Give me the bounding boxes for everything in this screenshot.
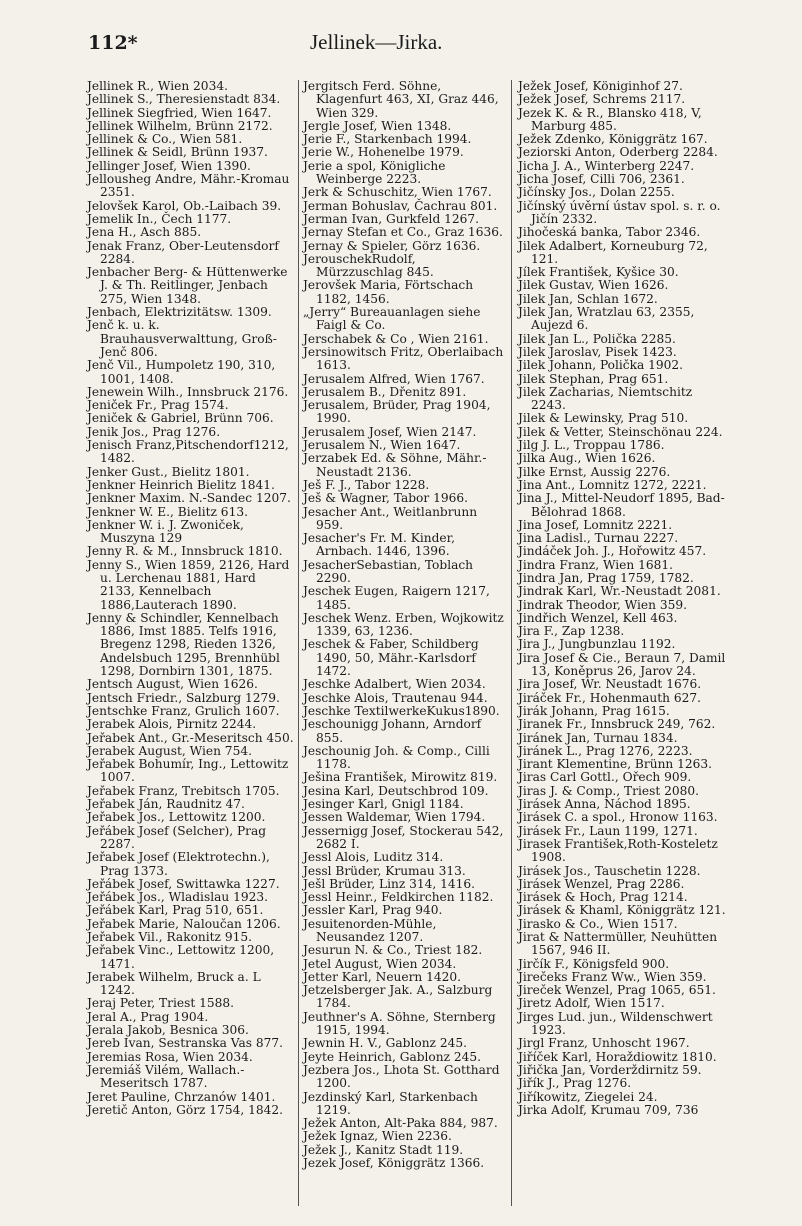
directory-entry: Jernay Stefan et Co., Graz 1636. [303,225,503,240]
directory-entry: JesacherSebastian, Toblach 2290. [303,557,474,585]
directory-entry: Jenč Vil., Humpoletz 190, 310, 1001, 1408. [87,358,276,386]
directory-entry: Ježek Zdenko, Königgrätz 167. [518,132,708,147]
directory-entry: Jičínský úvěrní ústav spol. s. r. o. Jičín 2332. [518,198,721,226]
directory-entry: Jirasko & Co., Wien 1517. [518,916,678,931]
directory-entry: Ješina František, Mirowitz 819. [303,770,498,785]
directory-entry: Jeschounigg Johann, Arndorf 855. [303,717,482,745]
directory-entry: Jeřabek Marie, Naloučan 1206. [87,916,281,931]
directory-column-3 [518,80,730,1117]
directory-entry: Ješ F. J., Tabor 1228. [303,477,430,492]
directory-entry: Jergle Josef, Wien 1348. [303,118,452,133]
directory-entry: Ježek Anton, Alt-Paka 884, 987. [303,1116,498,1131]
directory-entry: Jeschke TextilwerkeKukus1890. [303,703,500,718]
directory-entry: Jeřabek Ant., Gr.-Meseritsch 450. [87,730,294,745]
directory-entry: Jersinowitsch Fritz, Oberlaibach 1613. [303,344,504,373]
directory-entry: Jilek Johann, Polička 1902. [518,358,684,373]
directory-entry: Jerzabek Ed. & Söhne, Mähr.-Neustadt 2136. [303,451,487,479]
directory-entry: Jenny R. & M., Innsbruck 1810. [87,544,283,559]
directory-entry: Jezbera Jos., Lhota St. Gotthard 1200. [303,1062,500,1091]
column-divider [298,80,299,1206]
directory-entry: Jetter Karl, Neuern 1420. [303,969,462,984]
directory-entry: Jilek & Lewinsky, Prag 510. [518,411,689,426]
directory-entry: Jilek & Vetter, Steinschönau 224. [518,424,723,439]
directory-entry: Jellinger Josef, Wien 1390. [87,158,251,173]
directory-entry: Jirgl Franz, Unhoscht 1967. [518,1036,690,1051]
directory-entry: Jeřabek Bohumír, Ing., Lettowitz 1007. [87,757,289,785]
directory-entry: Jenny & Schindler, Kennelbach 1886, Imst 1885. Telfs 1916, Bregenz 1298, Rieden 1326, Andelsbuch 1295, Brennhübl 1298, Dornbirn 1301, 1875. [87,610,280,679]
directory-entry: Jeřabek Vil., Rakonitz 915. [87,930,252,944]
directory-entry: Jirásek Fr., Laun 1199, 1271. [518,823,698,838]
directory-entry: Jessen Waldemar, Wien 1794. [303,810,486,825]
directory-entry: Jetel August, Wien 2034. [303,956,457,971]
directory-entry: Jirant Klementine, Brünn 1263. [518,757,713,772]
directory-entry: Jesuitenorden-Mühle, Neusandez 1207. [303,916,437,944]
directory-entry: Jireček Wenzel, Prag 1065, 651. [518,983,716,998]
directory-entry: Ješl Brüder, Linz 314, 1416. [303,876,476,891]
directory-entry: Jeřábek Josef, Swittawka 1227. [87,876,280,891]
directory-entry: Jeschounig Joh. & Comp., Cilli 1178. [303,743,490,772]
directory-entry: Jirásek & Hoch, Prag 1214. [518,890,688,905]
directory-entry: Jeřábek Jos., Wladislau 1923. [87,890,268,905]
directory-entry: Jindra Jan, Prag 1759, 1782. [518,570,694,585]
directory-entry: Jira Josef, Wr. Neustadt 1676. [518,677,702,692]
column-divider [511,80,512,1206]
directory-entry: Jirka Adolf, Krumau 709, 736 [518,1102,699,1117]
directory-entry: Jilek Adalbert, Korneuburg 72, 121. [518,238,708,266]
directory-entry: Jirat & Nattermüller, Neuhütten 1567, 946 II. [518,930,718,958]
directory-entry: Jelovšek Karol, Ob.-Laibach 39. [87,198,282,213]
directory-entry: Jeřábek Josef (Selcher), Prag 2287. [87,823,267,851]
directory-column-1 [87,80,294,1117]
directory-entry: Jenbach, Elektrizitätsw. 1309. [87,305,272,320]
directory-entry: Jenak Franz, Ober-Leutensdorf 2284. [87,238,279,266]
directory-entry: Jenewein Wilh., Innsbruck 2176. [87,384,289,399]
directory-entry: Jessl Heinr., Feldkirchen 1182. [303,890,494,905]
directory-entry: Jilke Ernst, Aussig 2276. [518,464,671,479]
directory-entry: Jilek Jan L., Polička 2285. [518,331,676,346]
directory-entry: Jerusalem N., Wien 1647. [303,438,461,453]
directory-entry: Jerie W., Hohenelbe 1979. [303,145,464,160]
directory-entry: Jellinek & Seidl, Brünn 1937. [87,145,268,160]
directory-entry: Jenkner Heinrich Bielitz 1841. [87,477,275,492]
directory-entry: Jira Josef & Cie., Beraun 7, Damil 13, Koněprus 26, Jarov 24. [518,650,726,679]
directory-entry: Jerala Jakob, Besnica 306. [87,1023,249,1038]
directory-entry: Jeřabek Ján, Raudnitz 47. [87,797,245,812]
directory-entry: Jindra Franz, Wien 1681. [518,557,674,572]
directory-entry: Jirásek Wenzel, Prag 2286. [518,876,685,891]
directory-entry: Jellinek R., Wien 2034. [87,79,228,93]
directory-entry: Jentschke Franz, Grulich 1607. [87,703,280,718]
directory-entry: Jihočeská banka, Tabor 2346. [518,225,701,240]
directory-entry: Jilek Zacharias, Niemtschitz 2243. [518,384,693,413]
directory-entry: Jesacher's Fr. M. Kinder, Arnbach. 1446, 1396. [303,531,455,559]
directory-entry: Jereb Ivan, Sestranska Vas 877. [87,1036,284,1051]
directory-entry: Jerusalem, Brüder, Prag 1904, 1990. [303,398,491,426]
directory-entry: Jiříkowitz, Ziegelei 24. [518,1089,658,1104]
directory-entry: Jerk & Schuschitz, Wien 1767. [303,185,492,200]
directory-entry: Jerabek August, Wien 754. [87,743,252,758]
directory-entry: Jewnin H. V., Gablonz 245. [303,1036,467,1051]
directory-entry: Jirásek C. a spol., Hronow 1163. [518,810,718,825]
directory-entry: Jenkner W. E., Bielitz 613. [87,504,248,519]
directory-entry: Jeniček Fr., Prag 1574. [87,398,229,413]
directory-entry: Ježek J., Kanitz Stadt 119. [303,1142,464,1157]
directory-entry: Jirasek František,Roth-Kosteletz 1908. [518,836,718,865]
directory-entry: Jerusalem Alfred, Wien 1767. [303,371,485,386]
directory-entry: Jerman Bohuslav, Čachrau 801. [303,198,498,213]
directory-entry: Jeřabek Josef (Elektrotechn.), Prag 1373. [87,850,270,878]
directory-entry: Jiretz Adolf, Wien 1517. [518,996,665,1011]
directory-entry: Jeschek Eugen, Raigern 1217, 1485. [303,584,490,612]
directory-entry: Jiříček Karl, Horaždiowitz 1810. [518,1049,717,1064]
directory-entry: Jeret Pauline, Chrzanów 1401. [87,1089,276,1104]
directory-entry: Jeschke Adalbert, Wien 2034. [303,677,486,692]
directory-entry: Jenč k. u. k. Brauhausverwalttung, Groß-Jenč 806. [87,318,277,359]
directory-entry: Jina Ladisl., Turnau 2227. [518,531,679,546]
directory-entry: Jilek Gustav, Wien 1626. [518,278,669,293]
directory-entry: JerouschekRudolf, Mürzzuschlag 845. [303,251,434,280]
directory-entry: Jina Ant., Lomnitz 1272, 2221. [518,477,707,492]
directory-entry: Jira F., Zap 1238. [518,624,625,639]
directory-entry: Jilek Jan, Schlan 1672. [518,291,658,306]
directory-entry: Jeniček & Gabriel, Brünn 706. [87,411,274,426]
directory-entry: Jindrak Karl, Wr.-Neustadt 2081. [518,584,721,599]
directory-entry: Jessernigg Josef, Stockerau 542, 2682 I. [303,823,504,851]
directory-entry: „Jerry“ Bureauanlagen siehe Faigl & Co. [303,305,481,333]
directory-entry: Jesacher Ant., Weitlanbrunn 959. [303,504,478,532]
directory-entry: Jezek Josef, Königgrätz 1366. [303,1156,485,1171]
directory-entry: Jiránek Jan, Turnau 1834. [518,730,678,745]
directory-entry: Jičínsky Jos., Dolan 2255. [518,185,675,200]
directory-entry: Jenny S., Wien 1859, 2126, Hard u. Lerchenau 1881, Hard 2133, Kennelbach 1886,Lauterach 1890. [87,557,290,612]
directory-entry: Jezdinský Karl, Starkenbach 1219. [303,1089,478,1117]
directory-entry: Jindrak Theodor, Wien 359. [518,597,687,612]
directory-entry: Jena H., Asch 885. [87,225,202,240]
directory-entry: Jilka Aug., Wien 1626. [518,451,656,466]
directory-entry: Jeřabek Franz, Trebitsch 1705. [87,783,280,798]
directory-entry: Jenker Gust., Bielitz 1801. [87,464,250,479]
directory-entry: Jeretič Anton, Görz 1754, 1842. [87,1102,283,1117]
directory-entry: Jiřička Jan, Vorderždirnitz 59. [518,1062,702,1077]
directory-entry: Jeyte Heinrich, Gablonz 245. [303,1049,482,1064]
directory-entry: Jesurun N. & Co., Triest 182. [303,943,483,958]
directory-entry: Ježek Josef, Schrems 2117. [518,92,686,107]
directory-entry: Jergitsch Ferd. Söhne, Klagenfurt 463, XI, Graz 446, Wien 329. [303,79,499,120]
directory-entry: Jeremiáš Vilém, Wallach.-Meseritsch 1787. [87,1062,245,1091]
directory-entry: Jilg J. L., Troppau 1786. [518,438,665,453]
directory-entry: Ježek Josef, Königinhof 27. [518,79,683,93]
directory-entry: Jessl Alois, Luditz 314. [303,850,444,865]
directory-entry: Jerusalem B., Dřenitz 891. [303,384,467,399]
directory-entry: Jenbacher Berg- & Hüttenwerke J. & Th. Reitlinger, Jenbach 275, Wien 1348. [87,265,288,306]
directory-entry: Jiřík J., Prag 1276. [518,1076,632,1091]
directory-entry: Jeraj Peter, Triest 1588. [87,996,235,1011]
directory-entry: Jeřabek Vinc., Lettowitz 1200, 1471. [87,943,275,971]
directory-entry: Jenkner W. i. J. Zwoniček, Muszyna 129 [87,517,244,546]
directory-entry: Jerabek Wilhelm, Bruck a. L 1242. [87,969,261,998]
directory-entry: Jirák Johann, Prag 1615. [518,703,670,718]
directory-entry: Jeschek Wenz. Erben, Wojkowitz 1339, 63, 1236. [303,610,504,639]
directory-entry: Jirásek & Khaml, Königgrätz 121. [518,903,726,918]
directory-entry: Jerusalem Josef, Wien 2147. [303,424,477,439]
page-number: 112* [88,32,138,54]
directory-entry: Jirečeks Franz Ww., Wien 359. [518,969,707,984]
directory-entry: Jenkner Maxim. N.-Sandec 1207. [87,491,291,506]
directory-entry: Jiras J. & Comp., Triest 2080. [518,783,700,798]
directory-entry: Jilek Jan, Wratzlau 63, 2355, Aujezd 6. [518,305,695,333]
directory-entry: Ježek Ignaz, Wien 2236. [303,1129,452,1144]
directory-entry: Jicha Josef, Cilli 706, 2361. [518,172,685,187]
directory-entry: Jicha J. A., Winterberg 2247. [518,158,695,173]
directory-entry: Jellousheg Andre, Mähr.-Kromau 2351. [87,172,290,200]
directory-entry: Jeremias Rosa, Wien 2034. [87,1049,253,1064]
directory-entry: Jentsch Friedr., Salzburg 1279. [87,690,280,705]
page-header [0,30,802,60]
directory-entry: Jerschabek & Co , Wien 2161. [303,331,489,346]
directory-entry: Jeschek & Faber, Schildberg 1490, 50, Mähr.-Karlsdorf 1472. [303,637,479,679]
directory-entry: Jerie F., Starkenbach 1994. [303,132,472,147]
directory-entry: Jeřábek Karl, Prag 510, 651. [87,903,264,918]
directory-entry: Ješ & Wagner, Tabor 1966. [303,491,468,506]
directory-entry: Jeřabek Jos., Lettowitz 1200. [87,810,266,825]
directory-entry: Jesina Karl, Deutschbrod 109. [303,783,489,798]
directory-entry: Jirges Lud. jun., Wildenschwert 1923. [518,1009,713,1038]
directory-entry: Jirásek Jos., Tauschetin 1228. [518,863,701,878]
directory-entry: Jeschke Alois, Trautenau 944. [303,690,488,705]
directory-entry: Jemelik In., Čech 1177. [87,211,232,226]
directory-entry: Jina J., Mittel-Neudorf 1895, Bad-Bělohrad 1868. [518,491,725,519]
directory-entry: Jezek K. & R., Blansko 418, V, Marburg 485. [518,105,702,133]
directory-entry: Jilek Stephan, Prag 651. [518,371,669,386]
directory-entry: Jerie a spol, Königliche Weinberge 2223. [303,158,446,187]
directory-entry: Jilek Jaroslav, Pisek 1423. [518,344,677,359]
directory-entry: Jellinek Wilhelm, Brünn 2172. [87,118,273,133]
directory-entry: Jernay & Spieler, Görz 1636. [303,238,481,253]
directory-entry: Jerabek Alois, Pirnitz 2244. [87,717,257,732]
directory-entry: Jiranek Fr., Innsbruck 249, 762. [518,717,716,732]
directory-entry: Jessler Karl, Prag 940. [303,903,443,918]
directory-column-2 [303,80,504,1170]
directory-entry: Jílek František, Kyšice 30. [518,265,679,280]
directory-entry: Jellinek & Co., Wien 581. [87,132,243,147]
directory-entry: Jindáček Joh. J., Hořowitz 457. [518,544,707,559]
directory-entry: Jessl Brüder, Krumau 313. [303,863,466,878]
directory-entry: Jirčík F., Königsfeld 900. [518,956,670,971]
directory-entry: Jira J., Jungbunzlau 1192. [518,637,676,652]
directory-entry: Jirásek Anna, Náchod 1895. [518,797,691,812]
directory-entry: Jenik Jos., Prag 1276. [87,424,221,439]
directory-entry: Jentsch August, Wien 1626. [87,677,258,692]
directory-entry: Jellinek Siegfried, Wien 1647. [87,105,272,120]
directory-entry: Jindřich Wenzel, Kell 463. [518,610,678,625]
directory-entry: Jetzelsberger Jak. A., Salzburg 1784. [303,983,493,1011]
directory-entry: Jesinger Karl, Gnigl 1184. [303,797,464,812]
directory-entry: Jiránek L., Prag 1276, 2223. [518,743,693,758]
directory-entry: Jenisch Franz,Pitschendorf1212, 1482. [87,438,289,466]
directory-entry: Jerovšek Maria, Förtschach 1182, 1456. [303,278,474,306]
directory-entry: Jellinek S., Theresienstadt 834. [87,92,281,107]
directory-entry: Jeziorski Anton, Oderberg 2284. [518,145,718,160]
directory-entry: Jeuthner's A. Söhne, Sternberg 1915, 1994. [303,1009,496,1038]
directory-entry: Jerman Ivan, Gurkfeld 1267. [303,211,480,226]
directory-entry: Jeral A., Prag 1904. [87,1009,209,1024]
directory-entry: Jiras Carl Gottl., Ořech 909. [518,770,692,785]
directory-entry: Jiráček Fr., Hohenmauth 627. [518,690,702,705]
page-title: Jellinek—Jirka. [310,30,443,54]
directory-entry: Jina Josef, Lomnitz 2221. [518,517,673,532]
